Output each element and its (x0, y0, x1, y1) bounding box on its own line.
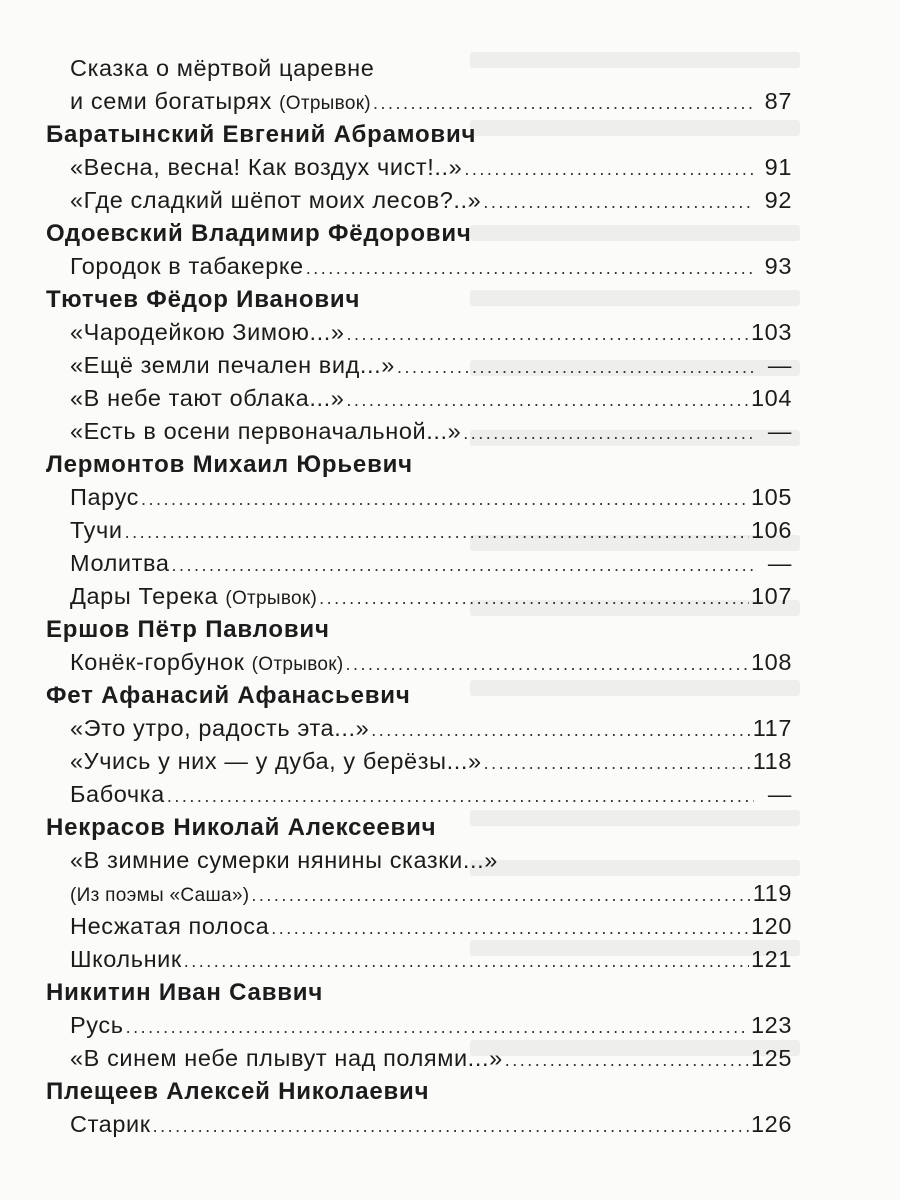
work-title: Несжатая полоса (70, 913, 270, 939)
page-number: 121 (750, 946, 792, 972)
dot-leader (251, 879, 750, 912)
author-heading: Лермонтов Михаил Юрьевич (46, 451, 413, 478)
page-number: 123 (750, 1012, 792, 1038)
work-note: (Из поэмы «Саша») (70, 885, 250, 906)
toc-entry (46, 877, 792, 910)
toc-entry (46, 184, 792, 217)
work-title: «В зимние сумерки нянины сказки...» (70, 847, 498, 873)
work-title: Городок в табакерке (70, 253, 304, 279)
table-of-contents (46, 52, 792, 1141)
page-number: 108 (750, 649, 792, 675)
page-number: 87 (764, 88, 792, 114)
dot-leader (463, 417, 754, 450)
work-title: и семи богатырях (Отрывок) (70, 88, 371, 114)
page-number: — (767, 781, 792, 807)
toc-entry (46, 943, 792, 976)
work-title: Школьник (70, 946, 182, 972)
toc-entry (46, 1042, 792, 1075)
page-number: — (767, 550, 792, 576)
work-title-line (46, 844, 792, 877)
page-number: 117 (752, 715, 792, 741)
work-title: Молитва (70, 550, 170, 576)
toc-entry (46, 1009, 792, 1042)
dot-leader (125, 516, 749, 549)
page-number: 120 (750, 913, 792, 939)
work-title: Тучи (70, 517, 123, 543)
toc-entry (46, 316, 792, 349)
dot-leader (347, 318, 749, 351)
dot-leader (505, 1044, 749, 1077)
work-title: Старик (70, 1111, 151, 1137)
author-heading: Фет Афанасий Афанасьевич (46, 682, 411, 709)
toc-entry (46, 712, 792, 745)
author-heading: Баратынский Евгений Абрамович (46, 121, 477, 148)
dot-leader (464, 153, 754, 186)
work-title: «Чародейкою Зимою...» (70, 319, 345, 345)
dot-leader (373, 87, 754, 120)
dot-leader (184, 945, 749, 978)
work-title: «В синем небе плывут над полями...» (70, 1045, 503, 1071)
work-title: Дары Терека (Отрывок) (70, 583, 318, 609)
page-number: — (767, 352, 792, 378)
page-number: 105 (750, 484, 792, 510)
page-number: 92 (764, 187, 792, 213)
work-title: Бабочка (70, 781, 165, 807)
work-title: «Это утро, радость эта...» (70, 715, 370, 741)
page-number: 93 (764, 253, 792, 279)
author-heading: Плещеев Алексей Николаевич (46, 1078, 430, 1105)
work-note: (Отрывок) (251, 654, 344, 675)
work-title: «В небе тают облака...» (70, 385, 345, 411)
dot-leader (306, 252, 754, 285)
work-title: «Где сладкий шёпот моих лесов?..» (70, 187, 482, 213)
page-number: 104 (750, 385, 792, 411)
page-number: 125 (750, 1045, 792, 1071)
dot-leader (397, 351, 754, 384)
toc-entry (46, 514, 792, 547)
dot-leader (167, 780, 754, 813)
toc-entry (46, 1108, 792, 1141)
work-title (70, 877, 249, 912)
work-title: «Весна, весна! Как воздух чист!..» (70, 154, 463, 180)
work-note: (Отрывок) (225, 588, 318, 609)
work-title: «Ещё земли печален вид...» (70, 352, 395, 378)
page-number: 103 (750, 319, 792, 345)
dot-leader (153, 1110, 749, 1143)
dot-leader (172, 549, 755, 582)
toc-entry (46, 745, 792, 778)
toc-entry (46, 151, 792, 184)
work-title: Конёк-горбунок (Отрывок) (70, 649, 344, 675)
dot-leader (346, 384, 749, 417)
work-title: Русь (70, 1012, 124, 1038)
page-number: 119 (752, 880, 792, 906)
work-title: «Учись у них — у дуба, у берёзы...» (70, 748, 482, 774)
dot-leader (141, 483, 749, 516)
page-number: 126 (750, 1111, 792, 1137)
toc-entry (46, 415, 792, 448)
page-number: 106 (750, 517, 792, 543)
toc-entry (46, 481, 792, 514)
work-title: «Есть в осени первоначальной...» (70, 418, 462, 444)
work-title: Парус (70, 484, 140, 510)
toc-entry (46, 778, 792, 811)
work-note: (Отрывок) (279, 93, 371, 114)
dot-leader (346, 648, 749, 681)
dot-leader (483, 186, 754, 219)
toc-entry (46, 646, 792, 679)
author-heading: Никитин Иван Саввич (46, 979, 324, 1006)
dot-leader (484, 747, 751, 780)
page-number: — (767, 418, 792, 444)
dot-leader (126, 1011, 749, 1044)
toc-entry (46, 250, 792, 283)
toc-entry (46, 580, 792, 613)
author-heading: Некрасов Николай Алексеевич (46, 814, 437, 841)
dot-leader (319, 582, 749, 615)
author-heading: Одоевский Владимир Фёдорович (46, 220, 472, 247)
page-number: 107 (750, 583, 792, 609)
toc-entry (46, 85, 792, 118)
toc-entry (46, 910, 792, 943)
toc-entry (46, 349, 792, 382)
dot-leader (371, 714, 750, 747)
work-title-line (46, 52, 792, 85)
toc-entry (46, 547, 792, 580)
toc-entry (46, 382, 792, 415)
page-number: 118 (752, 748, 792, 774)
author-heading: Ершов Пётр Павлович (46, 616, 330, 643)
dot-leader (271, 912, 749, 945)
page-number: 91 (764, 154, 792, 180)
author-heading: Тютчев Фёдор Иванович (46, 286, 361, 313)
work-title: Сказка о мёртвой царевне (70, 55, 375, 81)
